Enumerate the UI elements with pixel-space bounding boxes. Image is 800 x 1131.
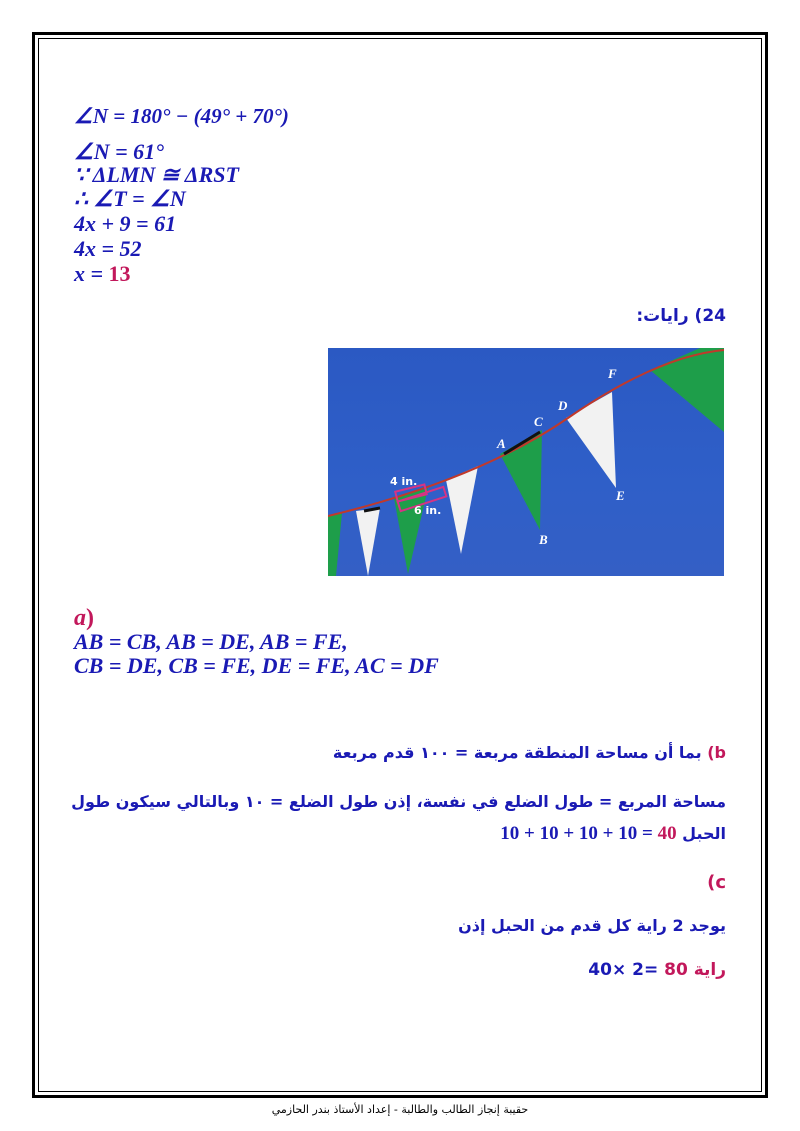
math-line-7	[74, 262, 131, 286]
label-E: E	[616, 488, 625, 503]
pennant-flags-illustration	[328, 348, 724, 576]
part-b-statement: بما أن مساحة المنطقة مربعة = ١٠٠ قدم مربعة	[332, 743, 702, 762]
math-line-5: 4x + 9 = 61	[74, 211, 177, 236]
part-a-line-1: AB = CB, AB = DE, AB = FE,	[74, 629, 348, 654]
part-b-rope-word: الحبل	[682, 824, 726, 843]
part-c-result: 80 راية	[664, 960, 726, 980]
part-b-line-2: مساحة المربع = طول الضلع في نفسة، إذن طول الضلع = ١٠ وبالتالي سيكون طول	[71, 792, 726, 811]
part-b-line-1	[333, 743, 726, 762]
part-a-paren: )	[86, 605, 94, 631]
label-B: B	[539, 532, 548, 547]
math-line-2: ∠N = 61°	[74, 139, 164, 164]
math-line-6: 4x = 52	[74, 236, 142, 261]
part-c-line-1: يوجد 2 راية كل قدم من الحبل إذن	[458, 916, 726, 935]
part-c-product: 40× 2=	[588, 960, 665, 980]
math-line-3: ∵ ΔLMN ≅ ΔRST	[74, 162, 239, 187]
part-a-letter: a	[74, 605, 86, 631]
problem-heading: 24) رايات:	[636, 306, 726, 326]
part-a-line-2: CB = DE, CB = FE, DE = FE, AC = DF	[74, 653, 439, 678]
math-line-7-prefix: x =	[74, 261, 109, 286]
part-b-sum: 10 + 10 + 10 + 10 =	[500, 823, 658, 844]
part-b-result: 40	[657, 823, 677, 844]
math-line-4: ∴ ∠T = ∠N	[74, 186, 186, 211]
label-A: A	[497, 436, 506, 451]
part-c-label: c)	[707, 872, 726, 893]
part-b-line-3	[500, 823, 726, 845]
part-b-equation	[500, 823, 676, 844]
label-4in: 4 in.	[390, 475, 418, 488]
part-c-equation	[588, 960, 726, 980]
label-D: D	[558, 398, 568, 413]
label-C: C	[534, 414, 543, 429]
pennant-flags-photo	[328, 348, 724, 576]
math-line-1: ∠N = 180° − (49° + 70°)	[74, 104, 289, 128]
label-6in: 6 in.	[414, 504, 442, 517]
part-a-label	[74, 606, 94, 630]
part-b-label: b)	[707, 743, 726, 762]
label-F: F	[608, 366, 617, 381]
page-footer: حقيبة إنجاز الطالب والطالبة - إعداد الأستاذ بندر الحازمي	[271, 1103, 529, 1116]
math-line-7-answer: 13	[108, 261, 131, 286]
part-c-line-2	[588, 960, 726, 980]
